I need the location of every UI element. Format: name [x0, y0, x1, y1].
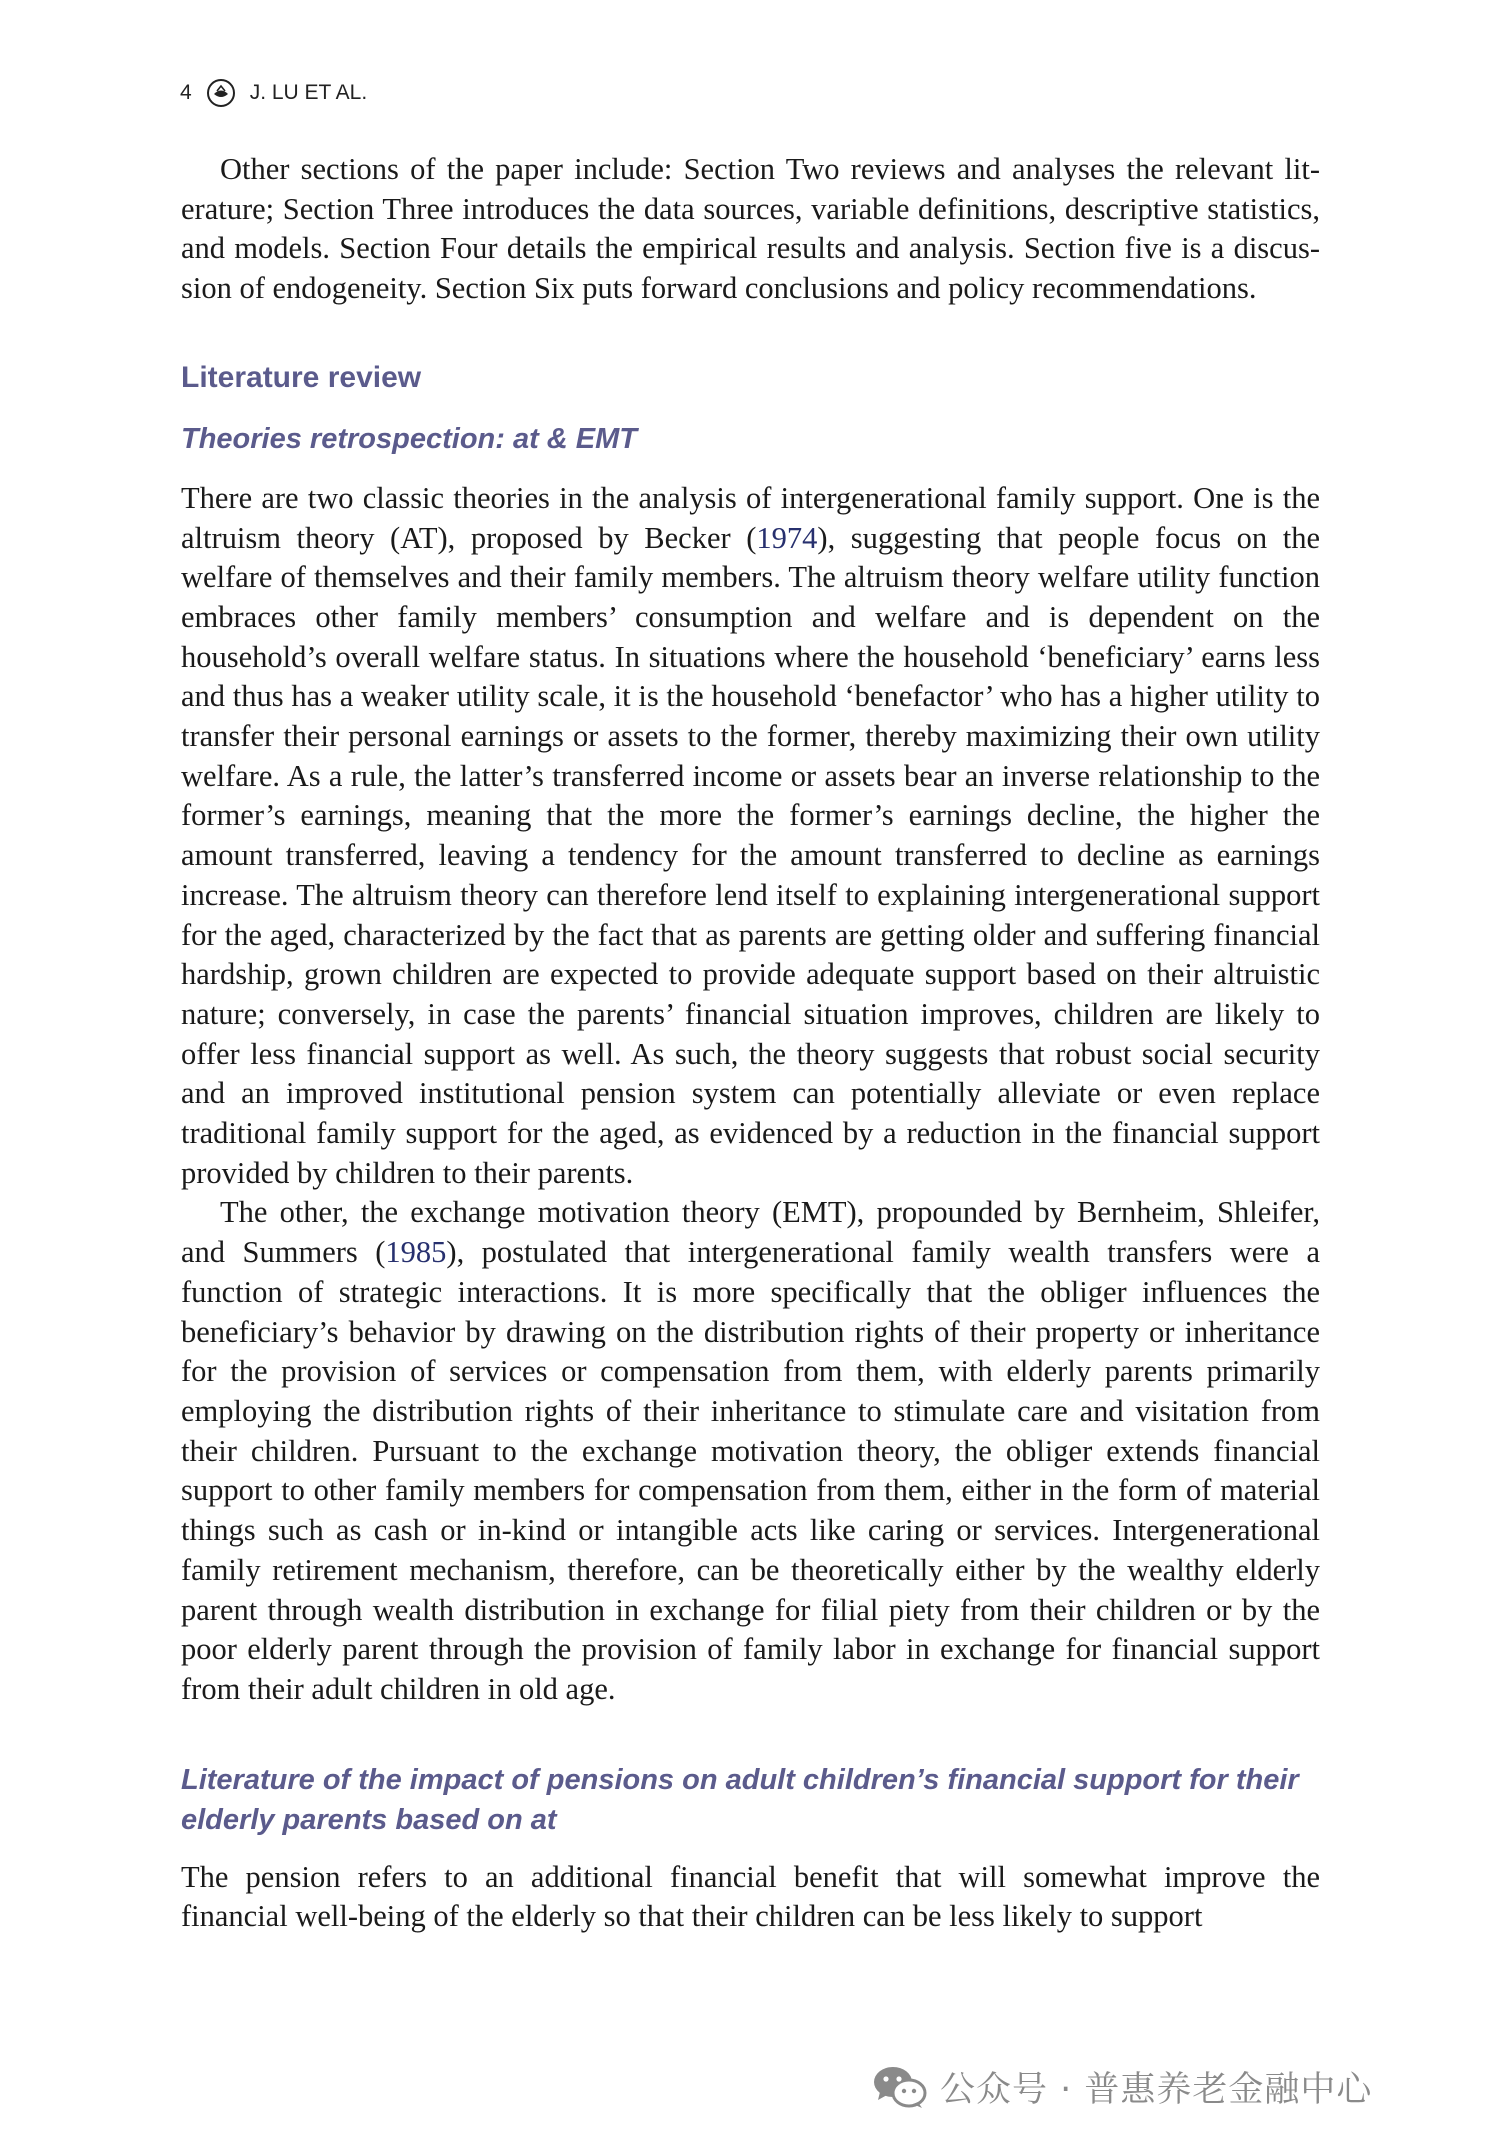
paragraph-text: The other, the exchange motivation theory (EMT), propounded by Bernheim, Shleifer, and Summers (: [181, 1195, 1320, 1270]
watermark: [872, 2062, 1372, 2112]
paragraph-altruism-theory: [181, 479, 1320, 1194]
intro-paragraph: Other sections of the paper include: Section Two reviews and analyses the relevant literature; Section Three introduces the data sources, variable definitions, descriptive statistics, and models. Section Four details the empirical results and analysis. Section five is a discussion of endogeneity. Section Six puts forward conclusions and policy recommendations.: [181, 152, 1320, 306]
watermark-text: 公众号 · 普惠养老金融中心: [940, 2070, 1373, 2110]
paragraph-pension-definition: The pension refers to an additional financial benefit that will somewhat improve the financial well-being of the elderly so that their children can be less likely to support: [181, 1859, 1320, 1934]
citation-link-becker[interactable]: 1974: [756, 520, 818, 555]
paper-body: [181, 150, 1320, 1937]
citation-link-bernheim[interactable]: 1985: [385, 1235, 447, 1270]
page-header: [180, 78, 367, 108]
section-heading-literature-review: Literature review: [181, 360, 422, 394]
page-number: 4: [180, 81, 192, 104]
paragraph-exchange-motivation-theory: [181, 1193, 1320, 1709]
subsection-heading-theories: Theories retrospection: at & EMT: [181, 422, 638, 455]
paragraph-text: ), suggesting that people focus on the welfare of themselves and their family members. The altruism theory welfare utility function embraces other family members’ consumption and welfare and is dependent on the household’s overall welfare status. In situations where the household ‘beneficiary’ earns less and thus has a weaker utility scale, it is the household ‘benefactor’ who has a higher utility to transfer their personal earnings or assets to the former, thereby maximizing their own utility welfare. As a rule, the latter’s transferred income or assets bear an inverse relationship to the former’s earnings, meaning that the more the former’s earnings decline, the higher the amount transferred, leaving a tendency for the amount transferred to decline as earnings increase. The altruism theory can therefore lend itself to explaining intergenerational support for the aged, characterized by the fact that as parents are getting older and suffering financial hardship, grown children are expected to provide adequate support based on their altruistic nature; conversely, in case the parents’ financial situation improves, children are likely to offer less financial support as well. As such, the theory suggests that robust social security and an improved institutional pension system can potentially alleviate or even replace traditional family support for the aged, as evidenced by a reduction in the financial support provided by children to their parents.: [181, 520, 1320, 1190]
paragraph-text: ), postulated that intergenerational family wealth transfers were a function of strategic interactions. It is more specifically that the obliger influences the beneficiary’s behavior by drawing on the distribution rights of their property or inheritance for the provision of services or compensation from them, with elderly parents primarily employing the distribution rights of their inheritance to stimulate care and visitation from their children. Pursuant to the exchange motivation theory, the obliger extends financial support to other family members for compensation from them, either in the form of material things such as cash or in-kind or intangible acts like caring or services. Intergenerational family retirement mechanism, therefore, can be theoretically either by the wealthy elderly parent through wealth distribution in exchange for filial piety from their children or by the poor elderly parent through the provision of family labor in exchange for financial support from their adult children in old age.: [181, 1235, 1320, 1706]
running-header-authors: J. LU ET AL.: [249, 81, 368, 104]
subsection-heading-pensions-impact: Literature of the impact of pensions on adult children’s financial support for their elderly parents based on at: [181, 1763, 1299, 1836]
journal-logo-icon: [206, 78, 236, 108]
paragraph-text: There are two classic theories in the analysis of intergenerational family support. One is the altruism theory (AT), proposed by Becker (: [181, 480, 1320, 555]
wechat-icon: [872, 2064, 928, 2110]
